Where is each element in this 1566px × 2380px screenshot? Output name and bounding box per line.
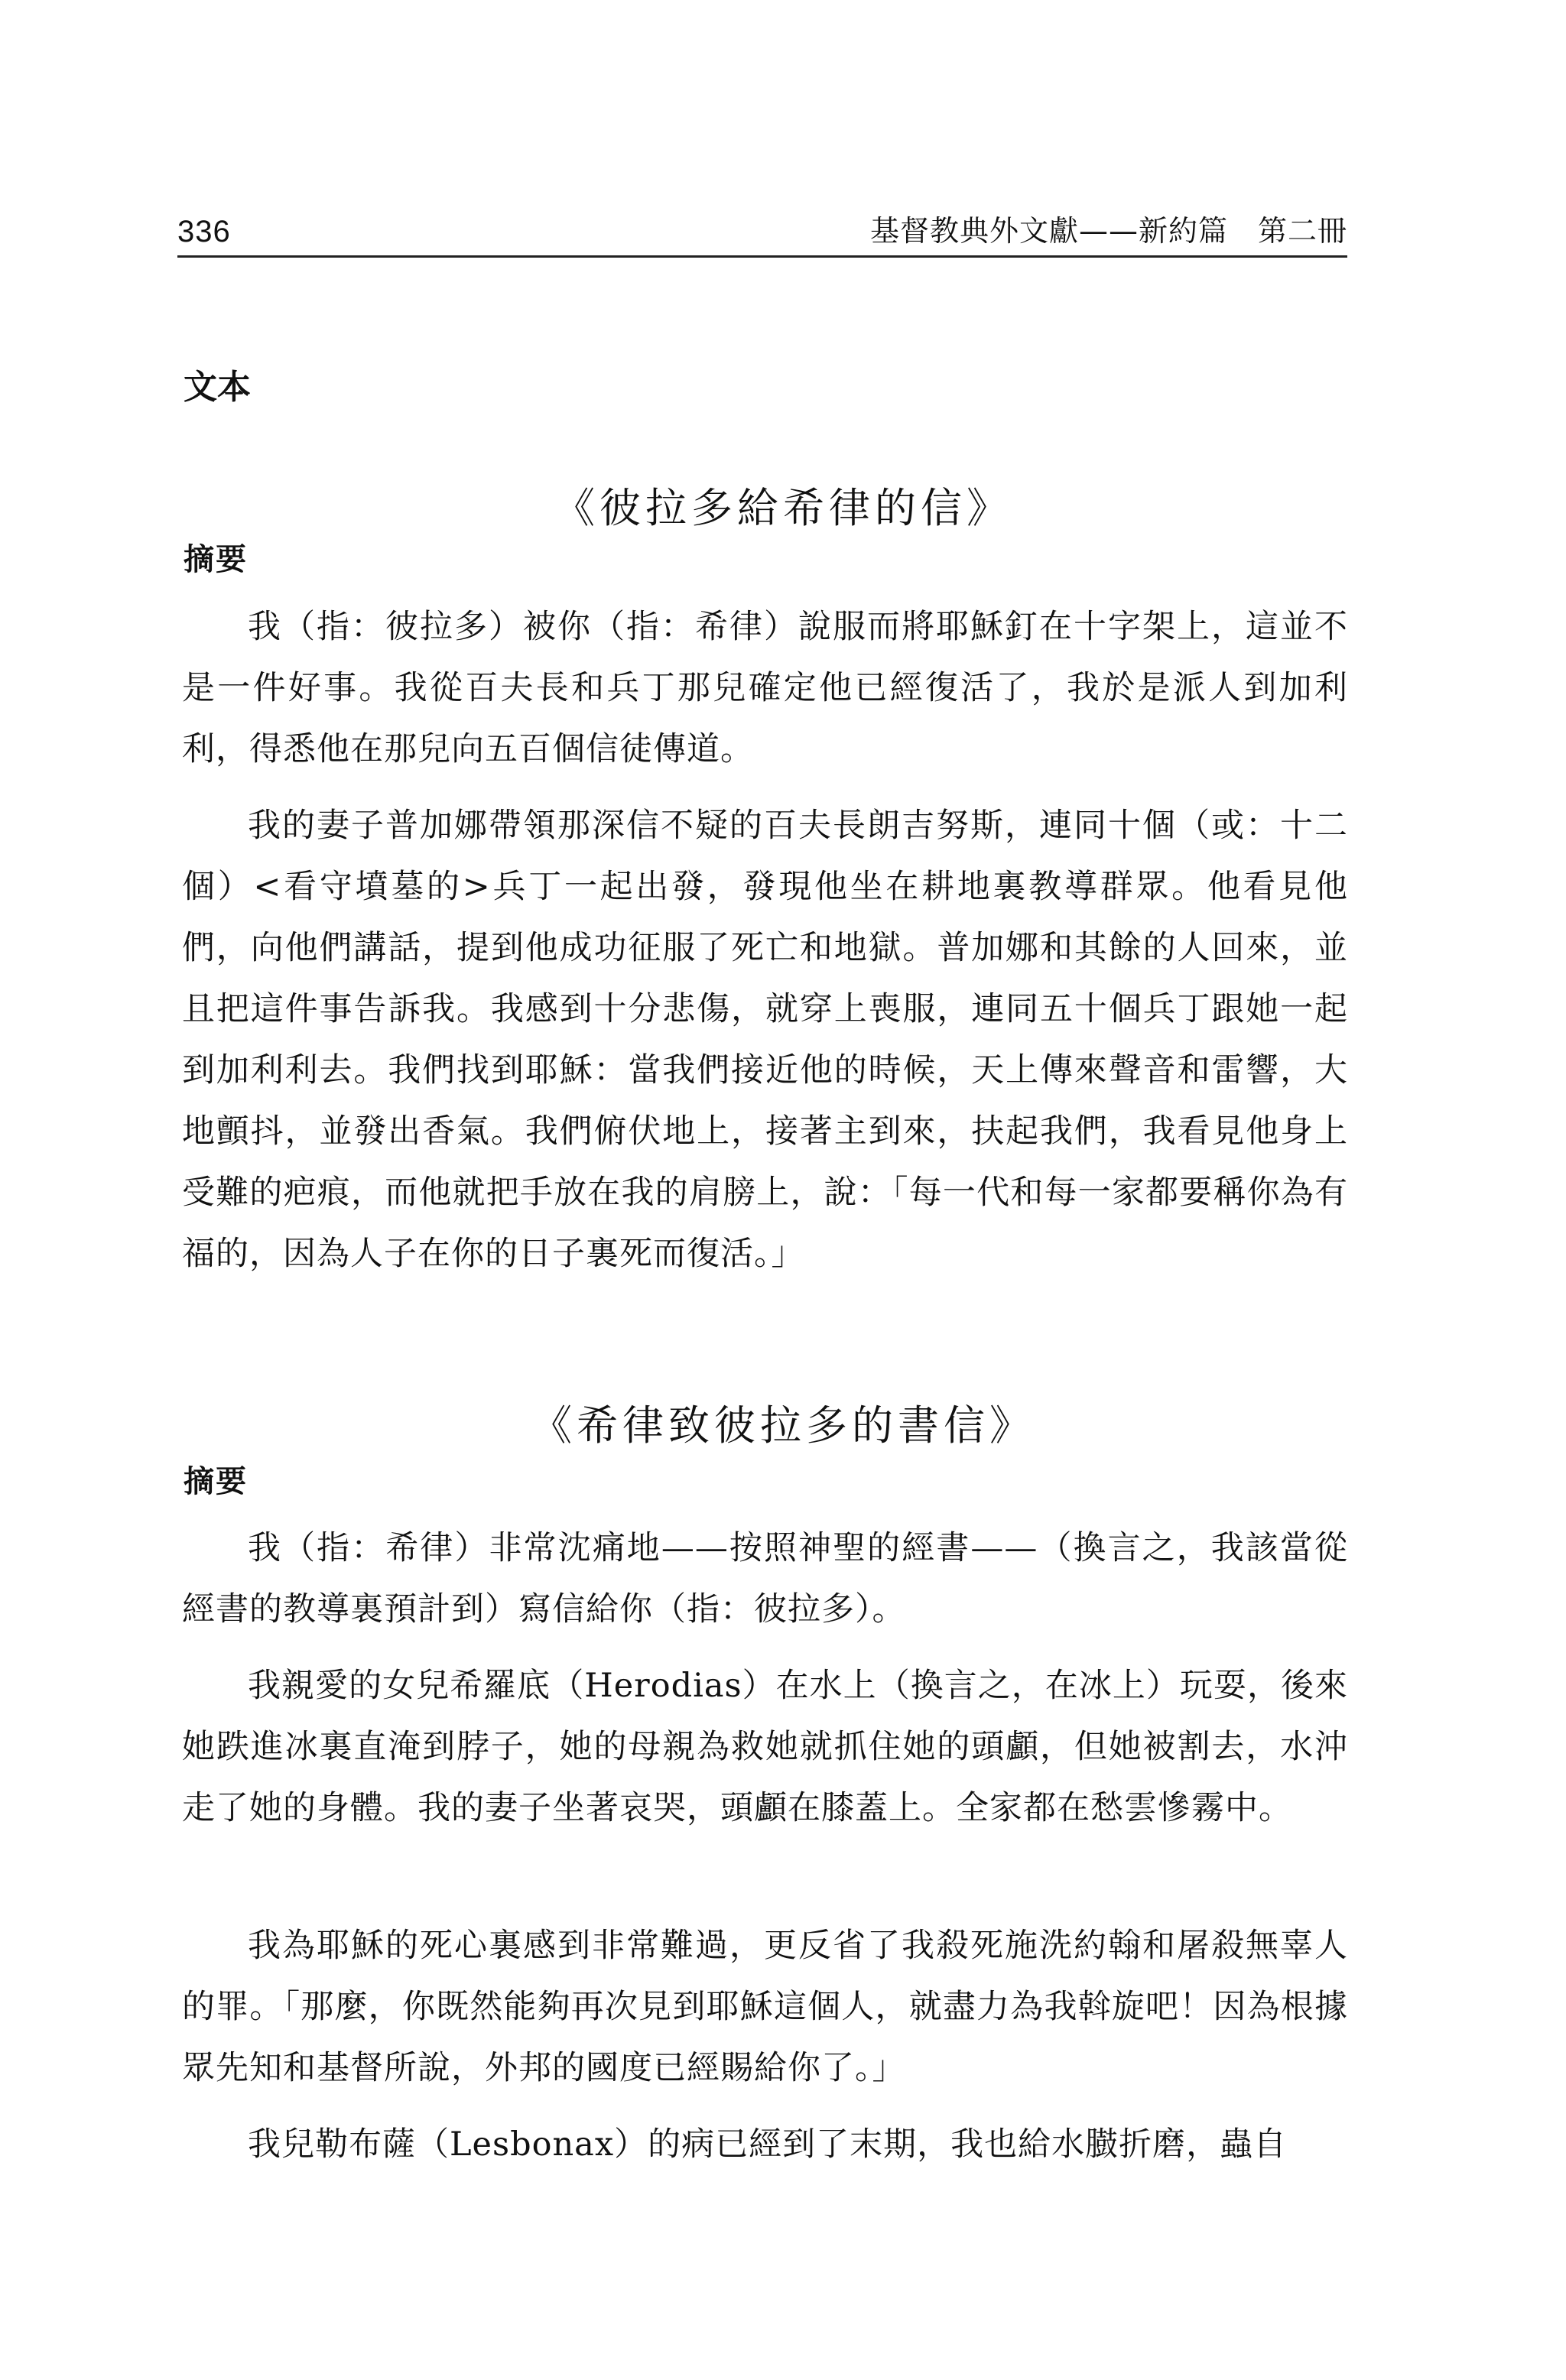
paragraph: 我兒勒布薩（Lesbonax）的病已經到了末期，我也給水臌折磨，蟲自 <box>248 2125 1288 2164</box>
running-title: 基督教典外文獻——新約篇 第二冊 <box>869 214 1347 248</box>
running-header <box>177 205 1347 258</box>
page-number: 336 <box>177 215 231 248</box>
paragraph: 我（指：希律）非常沈痛地——按照神聖的經書——（換言之，我該當從經書的教導裏預計到）寫信給你（指：彼拉多）。 <box>182 1529 1348 1628</box>
paragraph: 我親愛的女兒希羅底（Herodias）在水上（換言之，在冰上）玩耍，後來她跌進冰裏直淹到脖子，她的母親為救她就抓住她的頭顱，但她被割去，水沖走了她的身體。我的妻子坐著哀哭，頭顱在膝蓋上。全家都在愁雲慘霧中。 <box>182 1667 1348 1827</box>
paragraph: 我（指：彼拉多）被你（指：希律）說服而將耶穌釘在十字架上，這並不是一件好事。我從百夫長和兵丁那兒確定他已經復活了，我於是派人到加利利，得悉他在那兒向五百個信徒傳道。 <box>182 608 1348 768</box>
letter-title-pilate-to-herod: 《彼拉多給希律的信》 <box>554 484 1012 532</box>
abstract-label: 摘要 <box>184 1464 248 1499</box>
section-heading: 文本 <box>184 368 251 407</box>
abstract-label: 摘要 <box>184 542 248 577</box>
letter-title-herod-to-pilate: 《希律致彼拉多的書信》 <box>531 1401 1035 1450</box>
paragraph: 我為耶穌的死心裏感到非常難過，更反省了我殺死施洗約翰和屠殺無辜人的罪。「那麼，你既然能夠再次見到耶穌這個人，就盡力為我斡旋吧！因為根據眾先知和基督所說，外邦的國度已經賜給你了。」 <box>182 1927 1348 2087</box>
paragraph: 我的妻子普加娜帶領那深信不疑的百夫長朗吉努斯，連同十個（或：十二個）<看守墳墓的>兵丁一起出發，發現他坐在耕地裏教導群眾。他看見他們，向他們講話，提到他成功征服了死亡和地獄。普加娜和其餘的人回來，並且把這件事告訴我。我感到十分悲傷，就穿上喪服，連同五十個兵丁跟她一起到加利利去。我們找到耶穌：當我們接近他的時候，天上傳來聲音和雷響，大地顫抖，並發出香氣。我們俯伏地上，接著主到來，扶起我們，我看見他身上受難的疤痕，而他就把手放在我的肩膀上，說：「每一代和每一家都要稱你為有福的，因為人子在你的日子裏死而復活。」 <box>182 807 1348 1273</box>
